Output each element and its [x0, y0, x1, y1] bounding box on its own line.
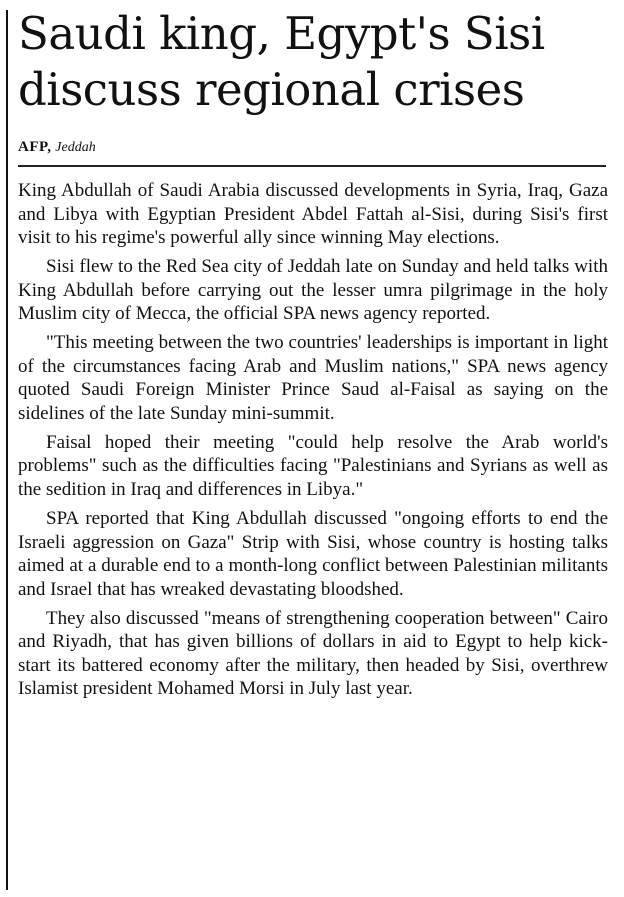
headline-line-2: discuss regional crises — [18, 63, 525, 116]
paragraph-6: They also discussed "means of strengthening cooperation between" Cairo and Riyadh, that has given billions of dollars in aid to Egypt to help kick-start its battered economy after the military, then headed by Sisi, overthrew Islamist president Mohamed Morsi in July last year. — [18, 607, 608, 700]
left-column-rule — [6, 10, 8, 890]
paragraph-1: King Abdullah of Saudi Arabia discussed developments in Syria, Iraq, Gaza and Libya with Egyptian President Abdel Fattah al-Sisi, during Sisi's first visit to his regime's powerful ally since winning May elections. — [18, 180, 608, 249]
headline-line-1: Saudi king, Egypt's Sisi — [18, 7, 545, 60]
byline-agency: AFP, — [18, 139, 52, 155]
byline-divider — [18, 165, 606, 167]
paragraph-4: Faisal hoped their meeting "could help resolve the Arab world's problems" such as the difficulties facing "Palestinians and Syrians as well as the sedition in Iraq and differences in Libya." — [18, 431, 608, 501]
byline — [18, 137, 608, 157]
paragraph-5: SPA reported that King Abdullah discussed "ongoing efforts to end the Israeli aggression on Gaza" Strip with Sisi, whose country is hosting talks aimed at a durable end to a month-long conflict between Palestinian militants and Israel that has wreaked devastating bloodshed. — [18, 507, 608, 600]
paragraph-2: Sisi flew to the Red Sea city of Jeddah late on Sunday and held talks with King Abdullah before carrying out the lesser umra pilgrimage in the holy Muslim city of Mecca, the official SPA news agency reported. — [18, 256, 608, 325]
headline — [18, 6, 608, 118]
byline-place: Jeddah — [55, 140, 96, 155]
paragraph-3: "This meeting between the two countries' leaderships is important in light of the circumstances facing Arab and Muslim nations," SPA news agency quoted Saudi Foreign Minister Prince Saud al-Faisal as saying on the sidelines of the late Sunday mini-summit. — [18, 332, 608, 424]
news-article — [18, 6, 608, 706]
article-body — [18, 179, 608, 701]
